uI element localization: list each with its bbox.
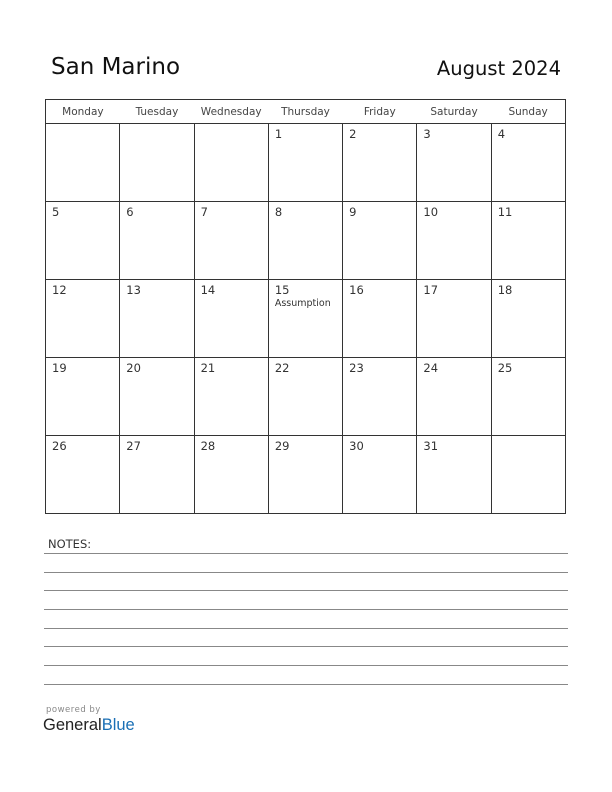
day-number: 31 <box>423 439 439 453</box>
day-cell <box>194 124 268 202</box>
weekday-sunday: Sunday <box>491 100 565 124</box>
calendar-grid <box>45 99 566 514</box>
day-number: 23 <box>349 361 364 375</box>
day-number: 9 <box>349 205 357 219</box>
weekday-header-row <box>46 100 566 124</box>
day-cell <box>46 202 120 280</box>
day-cell <box>491 124 565 202</box>
day-cell <box>194 358 268 436</box>
brand-general: General <box>43 716 102 734</box>
day-number: 29 <box>274 439 290 453</box>
weekday-thursday: Thursday <box>268 100 342 124</box>
day-number: 12 <box>52 283 67 297</box>
day-number: 10 <box>423 205 439 219</box>
day-number: 18 <box>497 283 513 297</box>
day-cell <box>343 280 417 358</box>
day-number: 28 <box>200 439 216 453</box>
day-cell <box>268 202 342 280</box>
generalblue-logo[interactable] <box>43 716 135 735</box>
day-number: 14 <box>200 283 216 297</box>
day-number: 7 <box>200 205 208 219</box>
day-cell <box>491 280 565 358</box>
day-cell <box>491 436 565 514</box>
note-line <box>44 572 568 573</box>
day-cell <box>343 124 417 202</box>
notes-label: NOTES: <box>48 537 92 551</box>
day-cell <box>120 358 194 436</box>
day-cell <box>417 436 491 514</box>
day-cell <box>417 358 491 436</box>
day-number: 1 <box>274 127 283 141</box>
week-row <box>46 202 566 280</box>
week-row <box>46 280 566 358</box>
day-number: 30 <box>349 439 364 453</box>
day-number: 19 <box>52 361 67 375</box>
day-number: 20 <box>126 361 141 375</box>
day-cell <box>343 202 417 280</box>
day-cell <box>120 202 194 280</box>
day-cell <box>268 124 342 202</box>
day-number: 21 <box>200 361 216 375</box>
day-cell <box>194 280 268 358</box>
month-title: August 2024 <box>436 57 561 80</box>
day-cell <box>120 436 194 514</box>
day-number: 13 <box>126 283 141 297</box>
day-number: 2 <box>349 127 357 141</box>
powered-by-text: powered by <box>46 705 101 715</box>
note-line <box>44 590 568 591</box>
weekday-monday: Monday <box>46 100 120 124</box>
day-cell <box>268 280 342 358</box>
day-cell <box>343 436 417 514</box>
day-cell <box>46 124 120 202</box>
note-line <box>44 646 568 647</box>
week-row <box>46 358 566 436</box>
day-number: 11 <box>497 205 513 219</box>
day-number: 17 <box>423 283 439 297</box>
brand-blue: Blue <box>101 716 135 734</box>
day-number: 4 <box>497 127 506 141</box>
day-number: 15 <box>274 283 290 297</box>
day-cell <box>46 358 120 436</box>
note-line <box>44 684 568 685</box>
country-title: San Marino <box>51 54 181 80</box>
note-line <box>44 628 568 629</box>
day-number: 27 <box>126 439 141 453</box>
day-cell <box>491 202 565 280</box>
day-cell <box>417 124 491 202</box>
day-cell <box>194 202 268 280</box>
note-line <box>44 553 568 554</box>
day-number: 24 <box>423 361 439 375</box>
note-line <box>44 609 568 610</box>
weekday-wednesday: Wednesday <box>194 100 268 124</box>
day-cell <box>46 436 120 514</box>
day-cell <box>343 358 417 436</box>
day-cell <box>268 358 342 436</box>
day-cell <box>194 436 268 514</box>
holiday-label: Assumption <box>274 298 331 309</box>
day-cell <box>46 280 120 358</box>
day-number: 16 <box>349 283 364 297</box>
week-row <box>46 124 566 202</box>
day-number: 8 <box>274 205 283 219</box>
note-line <box>44 665 568 666</box>
day-cell <box>491 358 565 436</box>
week-row <box>46 436 566 514</box>
day-cell <box>268 436 342 514</box>
day-cell <box>417 280 491 358</box>
day-number: 22 <box>274 361 290 375</box>
weekday-tuesday: Tuesday <box>120 100 194 124</box>
day-number: 5 <box>52 205 60 219</box>
day-cell <box>120 124 194 202</box>
day-number: 6 <box>126 205 134 219</box>
day-number: 26 <box>52 439 67 453</box>
day-number: 25 <box>497 361 513 375</box>
weekday-friday: Friday <box>343 100 417 124</box>
day-cell <box>417 202 491 280</box>
day-cell <box>120 280 194 358</box>
day-number: 3 <box>423 127 431 141</box>
weekday-saturday: Saturday <box>417 100 491 124</box>
